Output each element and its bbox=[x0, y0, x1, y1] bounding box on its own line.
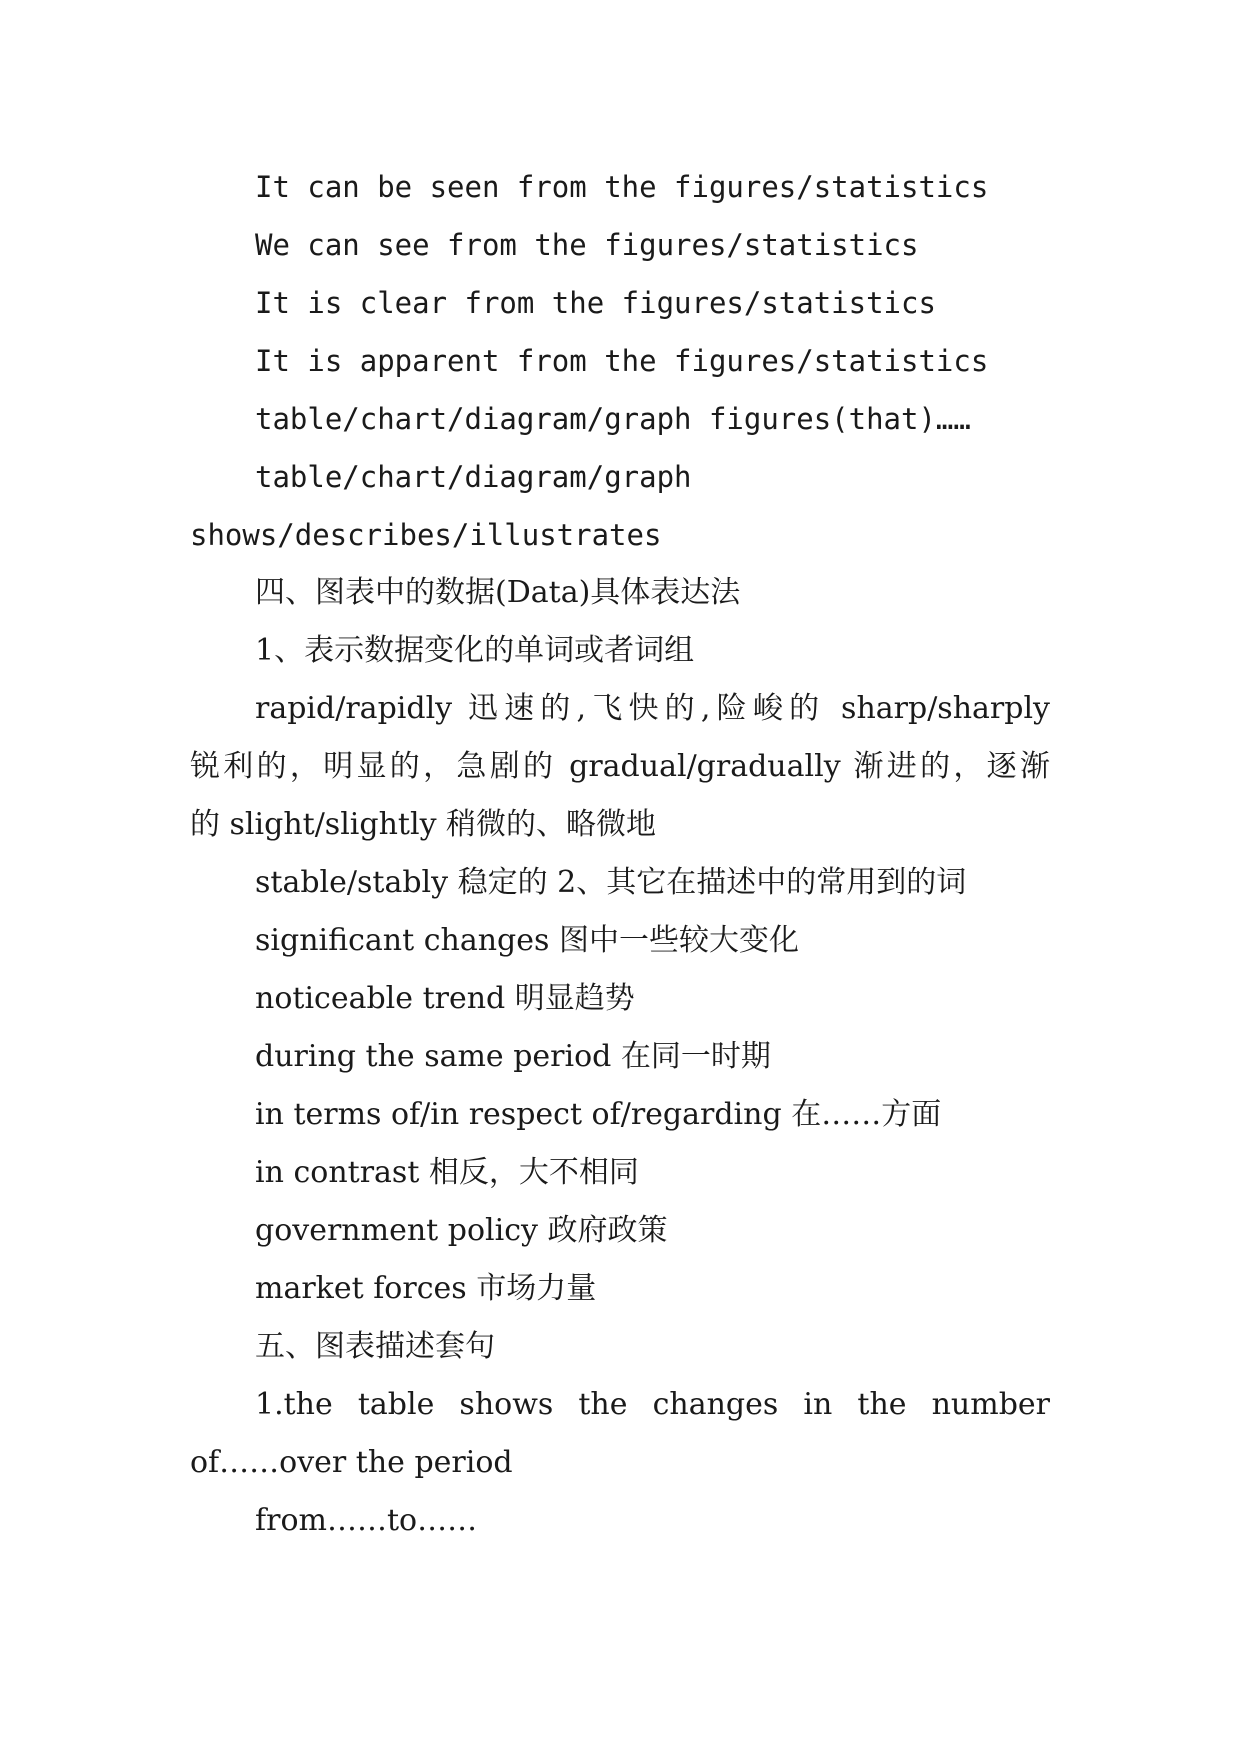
text-line: It is apparent from the figures/statistics bbox=[255, 344, 989, 378]
text-line: It can be seen from the figures/statistics bbox=[255, 170, 989, 204]
text-line: We can see from the figures/statistics bbox=[255, 228, 919, 262]
text-line: stable/stably 稳定的 2、其它在描述中的常用到的词 bbox=[255, 865, 967, 900]
section-heading: 五、图表描述套句 bbox=[255, 1329, 495, 1364]
text-line: from……to…… bbox=[255, 1503, 478, 1538]
text-line: government policy 政府政策 bbox=[255, 1213, 668, 1248]
text-line: 锐利的，明显的，急剧的 gradual/gradually 渐进的，逐渐 bbox=[190, 749, 1050, 784]
text-line: table/chart/diagram/graph bbox=[255, 460, 692, 494]
text-line: significant changes 图中一些较大变化 bbox=[255, 923, 799, 958]
text-line: noticeable trend 明显趋势 bbox=[255, 981, 635, 1016]
section-heading: 四、图表中的数据(Data)具体表达法 bbox=[255, 575, 741, 610]
text-line: in contrast 相反，大不相同 bbox=[255, 1155, 639, 1190]
text-line: of……over the period bbox=[190, 1445, 513, 1480]
text-line: 的 slight/slightly 稍微的、略微地 bbox=[190, 807, 657, 842]
text-line: during the same period 在同一时期 bbox=[255, 1039, 771, 1074]
text-line: market forces 市场力量 bbox=[255, 1271, 597, 1306]
text-line: table/chart/diagram/graph figures(that)…… bbox=[255, 402, 971, 436]
subsection-heading: 1、表示数据变化的单词或者词组 bbox=[255, 633, 695, 668]
text-line: rapid/rapidly 迅速的,飞快的,险峻的 sharp/sharply bbox=[255, 691, 1050, 726]
text-line: shows/describes/illustrates bbox=[190, 518, 662, 552]
text-line: in terms of/in respect of/regarding 在……方面 bbox=[255, 1097, 942, 1132]
text-line: It is clear from the figures/statistics bbox=[255, 286, 936, 320]
text-line: 1.the table shows the changes in the number bbox=[255, 1387, 1050, 1422]
